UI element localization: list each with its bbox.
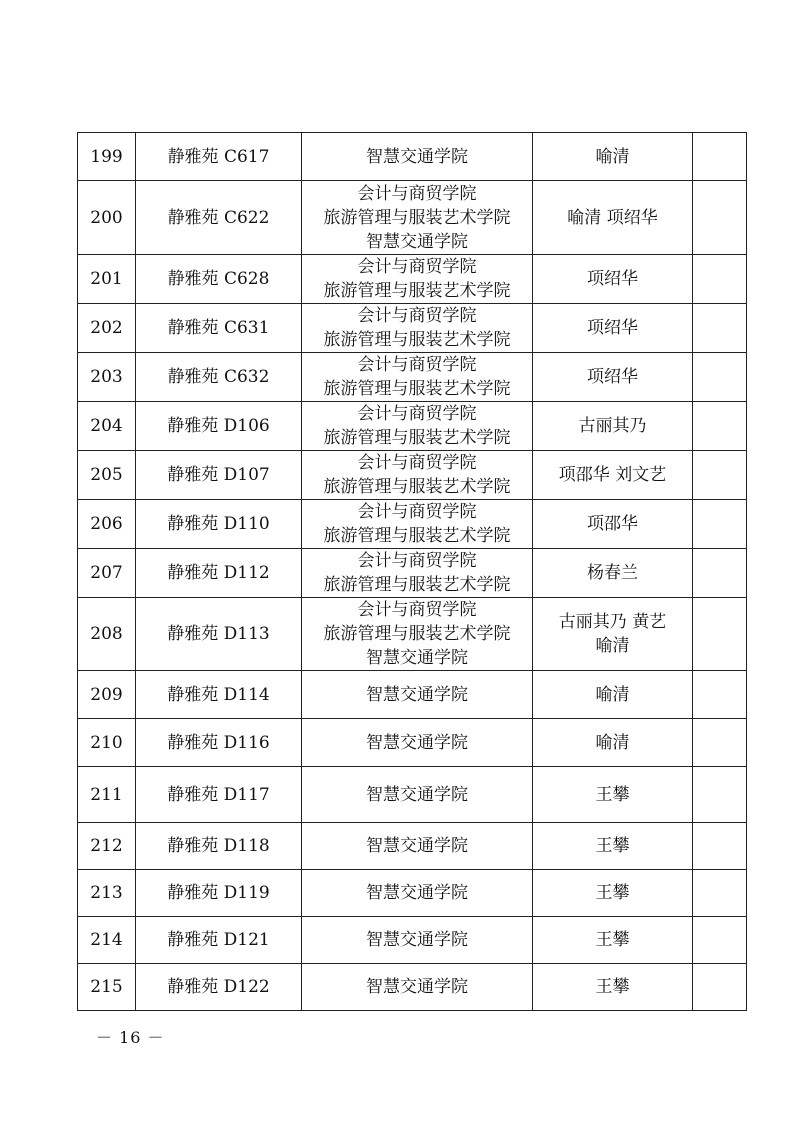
table-row (78, 451, 747, 500)
person-name: 王攀 (595, 977, 630, 997)
person-in-charge-cell (533, 255, 693, 304)
room-cell: 静雅苑 C632 (136, 353, 302, 402)
row-number-cell: 199 (78, 133, 136, 181)
person-in-charge-cell (533, 304, 693, 353)
college-cell (302, 451, 533, 500)
table-row (78, 133, 747, 181)
college-cell (302, 598, 533, 671)
note-cell (693, 917, 747, 964)
row-number-cell: 211 (78, 767, 136, 823)
college-name: 智慧交通学院 (366, 883, 468, 903)
person-name: 杨春兰 (587, 563, 638, 583)
table-row (78, 598, 747, 671)
person-in-charge-cell (533, 549, 693, 598)
row-number-cell: 207 (78, 549, 136, 598)
college-name: 旅游管理与服装艺术学院 (323, 330, 511, 350)
row-number-cell: 205 (78, 451, 136, 500)
person-in-charge-cell (533, 500, 693, 549)
person-in-charge-cell (533, 181, 693, 255)
person-in-charge-cell (533, 719, 693, 767)
person-name: 项绍华 (587, 367, 638, 387)
row-number-cell: 202 (78, 304, 136, 353)
row-number-cell: 209 (78, 671, 136, 719)
table-row (78, 870, 747, 917)
room-cell: 静雅苑 D112 (136, 549, 302, 598)
roster-table-body (78, 133, 747, 1011)
room-cell: 静雅苑 C617 (136, 133, 302, 181)
college-cell (302, 304, 533, 353)
table-row (78, 917, 747, 964)
college-name: 旅游管理与服装艺术学院 (323, 526, 511, 546)
room-cell: 静雅苑 D121 (136, 917, 302, 964)
note-cell (693, 671, 747, 719)
table-row (78, 304, 747, 353)
college-cell (302, 917, 533, 964)
note-cell (693, 964, 747, 1011)
room-cell: 静雅苑 C622 (136, 181, 302, 255)
room-cell: 静雅苑 D117 (136, 767, 302, 823)
college-name: 旅游管理与服装艺术学院 (323, 624, 511, 644)
person-name: 古丽其乃 黄艺 (558, 612, 667, 632)
row-number-cell: 210 (78, 719, 136, 767)
person-name: 项绍华 (587, 318, 638, 338)
college-cell (302, 767, 533, 823)
college-name: 旅游管理与服装艺术学院 (323, 477, 511, 497)
college-name: 智慧交通学院 (366, 977, 468, 997)
college-name: 智慧交通学院 (366, 784, 468, 805)
college-name: 会计与商贸学院 (357, 600, 477, 620)
row-number-cell: 213 (78, 870, 136, 917)
person-name: 项邵华 (587, 514, 638, 534)
person-name: 王攀 (595, 930, 630, 950)
college-cell (302, 255, 533, 304)
person-name: 喻清 (595, 146, 630, 167)
table-row (78, 549, 747, 598)
table-row (78, 823, 747, 870)
college-cell (302, 133, 533, 181)
person-in-charge-cell (533, 133, 693, 181)
person-in-charge-cell (533, 402, 693, 451)
note-cell (693, 549, 747, 598)
row-number-cell: 208 (78, 598, 136, 671)
college-name: 会计与商贸学院 (357, 502, 477, 522)
person-in-charge-cell (533, 353, 693, 402)
person-name: 王攀 (595, 836, 630, 856)
college-cell (302, 353, 533, 402)
table-row (78, 181, 747, 255)
college-name: 会计与商贸学院 (357, 257, 477, 277)
row-number-cell: 214 (78, 917, 136, 964)
college-name: 会计与商贸学院 (357, 404, 477, 424)
note-cell (693, 133, 747, 181)
college-cell (302, 964, 533, 1011)
row-number-cell: 201 (78, 255, 136, 304)
person-name: 古丽其乃 (578, 416, 647, 436)
table-row (78, 767, 747, 823)
person-in-charge-cell (533, 598, 693, 671)
college-name: 旅游管理与服装艺术学院 (323, 281, 511, 301)
person-name: 喻清 (595, 732, 630, 753)
table-row (78, 719, 747, 767)
note-cell (693, 304, 747, 353)
college-name: 智慧交通学院 (366, 732, 468, 753)
college-name: 会计与商贸学院 (357, 306, 477, 326)
person-in-charge-cell (533, 870, 693, 917)
table-row (78, 964, 747, 1011)
college-name: 会计与商贸学院 (357, 453, 477, 473)
note-cell (693, 500, 747, 549)
college-cell (302, 402, 533, 451)
note-cell (693, 451, 747, 500)
college-name: 会计与商贸学院 (357, 183, 477, 204)
college-name: 智慧交通学院 (366, 930, 468, 950)
note-cell (693, 353, 747, 402)
note-cell (693, 719, 747, 767)
person-in-charge-cell (533, 671, 693, 719)
row-number-cell: 200 (78, 181, 136, 255)
college-name: 智慧交通学院 (366, 146, 468, 167)
college-name: 会计与商贸学院 (357, 355, 477, 375)
college-cell (302, 671, 533, 719)
college-cell (302, 181, 533, 255)
person-in-charge-cell (533, 964, 693, 1011)
person-name: 喻清 项绍华 (567, 207, 658, 228)
person-name: 王攀 (595, 784, 630, 805)
row-number-cell: 215 (78, 964, 136, 1011)
note-cell (693, 598, 747, 671)
table-row (78, 255, 747, 304)
college-name: 智慧交通学院 (366, 648, 468, 668)
room-cell: 静雅苑 D106 (136, 402, 302, 451)
college-cell (302, 549, 533, 598)
room-cell: 静雅苑 D107 (136, 451, 302, 500)
person-in-charge-cell (533, 767, 693, 823)
room-cell: 静雅苑 D122 (136, 964, 302, 1011)
row-number-cell: 212 (78, 823, 136, 870)
person-in-charge-cell (533, 823, 693, 870)
person-in-charge-cell (533, 451, 693, 500)
college-name: 旅游管理与服装艺术学院 (323, 379, 511, 399)
note-cell (693, 255, 747, 304)
room-cell: 静雅苑 D114 (136, 671, 302, 719)
college-name: 旅游管理与服装艺术学院 (323, 207, 511, 228)
room-cell: 静雅苑 D118 (136, 823, 302, 870)
room-cell: 静雅苑 D116 (136, 719, 302, 767)
college-name: 旅游管理与服装艺术学院 (323, 428, 511, 448)
person-in-charge-cell (533, 917, 693, 964)
person-name: 喻清 (595, 684, 630, 705)
note-cell (693, 823, 747, 870)
room-cell: 静雅苑 D119 (136, 870, 302, 917)
room-cell: 静雅苑 C631 (136, 304, 302, 353)
college-name: 旅游管理与服装艺术学院 (323, 575, 511, 595)
room-cell: 静雅苑 C628 (136, 255, 302, 304)
page-number: － 16 － (96, 1028, 165, 1047)
college-cell (302, 719, 533, 767)
note-cell (693, 181, 747, 255)
table-row (78, 402, 747, 451)
table-row (78, 353, 747, 402)
note-cell (693, 870, 747, 917)
row-number-cell: 203 (78, 353, 136, 402)
note-cell (693, 767, 747, 823)
college-cell (302, 500, 533, 549)
person-name: 项绍华 (587, 269, 638, 289)
row-number-cell: 204 (78, 402, 136, 451)
row-number-cell: 206 (78, 500, 136, 549)
college-name: 智慧交通学院 (366, 836, 468, 856)
person-name: 喻清 (595, 636, 630, 656)
room-cell: 静雅苑 D110 (136, 500, 302, 549)
college-cell (302, 870, 533, 917)
table-row (78, 671, 747, 719)
person-name: 项邵华 刘文艺 (558, 465, 667, 485)
table-row (78, 500, 747, 549)
note-cell (693, 402, 747, 451)
college-name: 智慧交通学院 (366, 684, 468, 705)
person-name: 王攀 (595, 883, 630, 903)
college-name: 智慧交通学院 (366, 231, 468, 252)
college-cell (302, 823, 533, 870)
room-cell: 静雅苑 D113 (136, 598, 302, 671)
college-name: 会计与商贸学院 (357, 551, 477, 571)
dormitory-roster-table (77, 132, 747, 1011)
